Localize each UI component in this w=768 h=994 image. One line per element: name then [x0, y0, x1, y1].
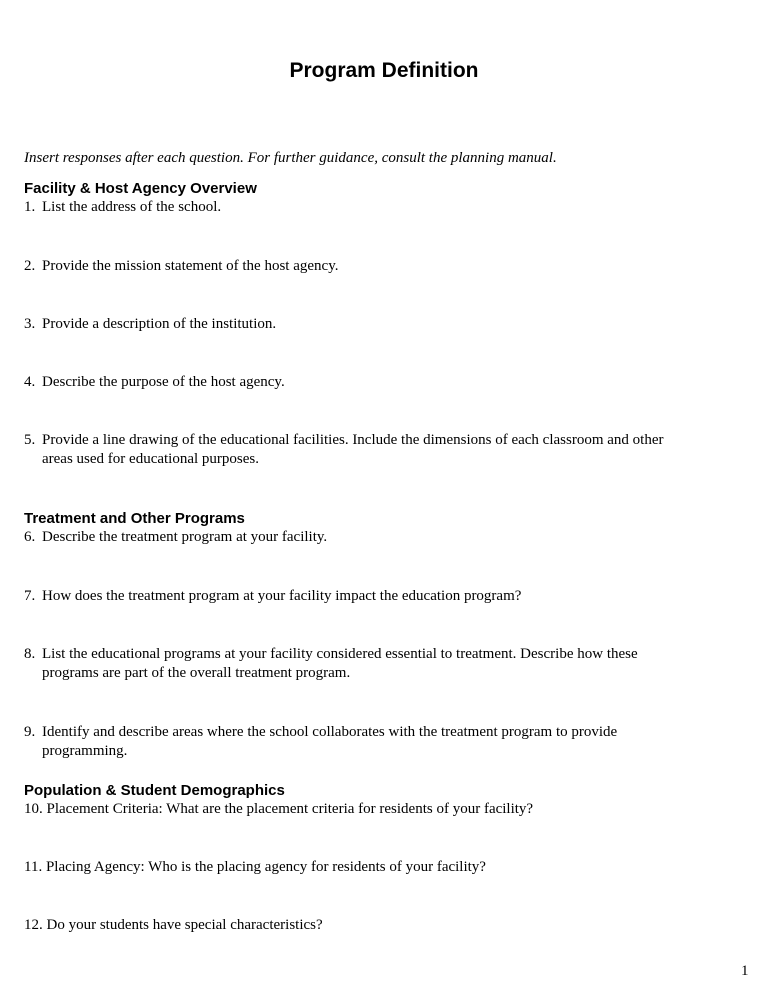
page-title: Program Definition [289, 59, 479, 82]
question-number: 3. [24, 316, 36, 332]
instructions: Insert responses after each question. For further guidance, consult the planning manual. [24, 150, 557, 166]
question-text: Provide a description of the institution. [42, 316, 277, 332]
question-number: 1. [24, 199, 36, 215]
question-10 [24, 800, 533, 819]
question-4 [24, 373, 285, 392]
question-text-cont: areas used for educational purposes. [42, 451, 260, 467]
question-number: 6. [24, 529, 36, 545]
question-number: 7. [24, 588, 36, 604]
section-heading-population: Population & Student Demographics [24, 782, 285, 799]
question-number: 10. [24, 801, 43, 817]
question-1 [24, 198, 221, 217]
question-3 [24, 315, 276, 334]
question-5 [24, 431, 663, 469]
question-text: List the address of the school. [42, 199, 222, 215]
question-11 [24, 858, 486, 877]
question-text-cont: programs are part of the overall treatment program. [42, 665, 351, 681]
question-text: Provide the mission statement of the host agency. [42, 258, 339, 274]
question-8 [24, 645, 638, 683]
question-text: Placement Criteria: What are the placement criteria for residents of your facility? [46, 801, 534, 817]
question-number: 5. [24, 432, 36, 448]
question-number: 12. [24, 917, 43, 933]
question-number: 8. [24, 646, 36, 662]
question-text: Do your students have special characteristics? [46, 917, 323, 933]
question-number: 2. [24, 258, 36, 274]
page-number: 1 [741, 963, 749, 979]
section-heading-facility: Facility & Host Agency Overview [24, 180, 257, 197]
question-text: List the educational programs at your facility considered essential to treatment. Describe how these [42, 646, 638, 662]
section-heading-treatment: Treatment and Other Programs [24, 510, 245, 527]
question-text: Describe the treatment program at your facility. [42, 529, 328, 545]
question-text: Placing Agency: Who is the placing agency for residents of your facility? [45, 859, 486, 875]
question-9 [24, 723, 617, 761]
question-6 [24, 528, 327, 547]
question-text: Identify and describe areas where the school collaborates with the treatment program to provide [42, 724, 618, 740]
question-text: How does the treatment program at your facility impact the education program? [42, 588, 522, 604]
question-number: 11. [24, 859, 43, 875]
question-number: 9. [24, 724, 36, 740]
question-text: Provide a line drawing of the educational facilities. Include the dimensions of each classroom and other [42, 432, 664, 448]
question-12 [24, 916, 323, 935]
question-7 [24, 587, 521, 606]
question-text-cont: programming. [42, 743, 128, 759]
question-number: 4. [24, 374, 36, 390]
question-text: Describe the purpose of the host agency. [42, 374, 285, 390]
question-2 [24, 257, 338, 276]
